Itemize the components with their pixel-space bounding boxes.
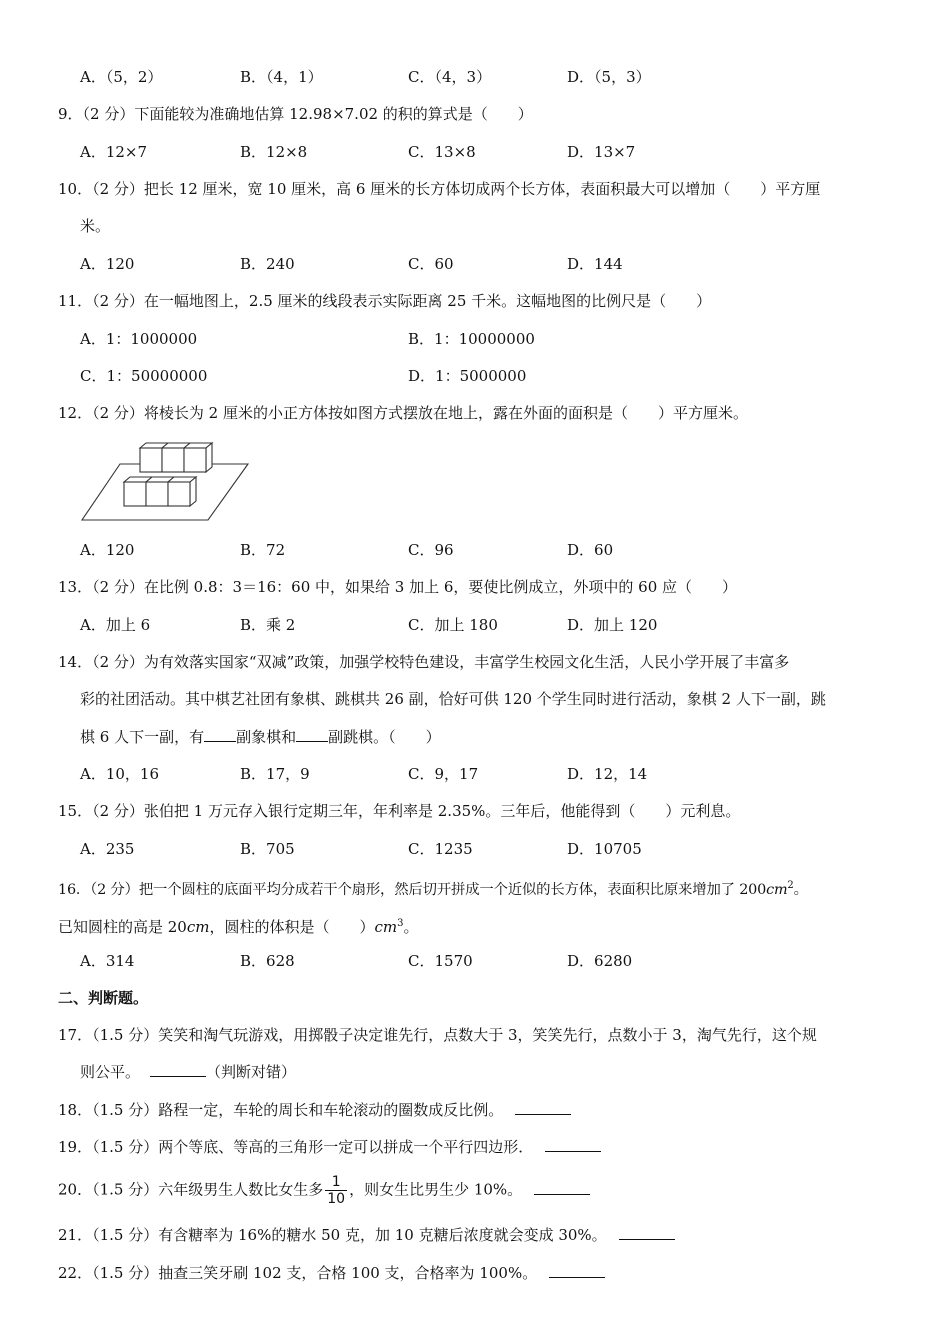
question-text: 路程一定，车轮的周长和车轮滚动的圈数成反比例。	[158, 1101, 504, 1119]
question-score: （2 分）	[92, 578, 144, 596]
question-13	[58, 577, 737, 597]
question-number: 9．	[58, 105, 83, 123]
question-number: 18．	[58, 1101, 93, 1119]
question-text: 把一个圆柱的底面平均分成若干个扇形，然后切开拼成一个近似的长方体，表面积比原来增加了 200	[138, 881, 767, 898]
cube-back-3	[184, 448, 206, 472]
question-9	[58, 104, 533, 124]
cube-figure	[80, 440, 252, 524]
question-score: （1.5 分）	[92, 1226, 159, 1244]
question-score: （2 分）	[92, 404, 144, 422]
question-text: 在一幅地图上，2.5 厘米的线段表示实际距离 25 千米。这幅地图的比例尺是（ ）	[143, 292, 712, 310]
q15-option-c: C．1235	[408, 840, 473, 858]
text-segment: 则公平。	[80, 1063, 141, 1081]
q14-option-a: A．10，16	[80, 765, 160, 783]
section-title: 二、判断题。	[58, 989, 149, 1007]
unit: cm	[766, 881, 788, 898]
question-22	[58, 1263, 605, 1283]
question-text: 两个等底、等高的三角形一定可以拼成一个平行四边形．	[158, 1138, 534, 1156]
question-score: （2 分）	[90, 881, 139, 898]
q12-option-c: C．96	[408, 541, 454, 559]
q14-option-d: D．12，14	[567, 765, 648, 783]
question-score: （1.5 分）	[92, 1101, 159, 1119]
q9-option-a: A．12×7	[80, 143, 148, 161]
question-number: 14．	[58, 653, 93, 671]
question-text: 抽查三笑牙刷 102 支，合格 100 支，合格率为 100%。	[158, 1264, 538, 1282]
q16-option-c: C．1570	[408, 952, 473, 970]
answer-blank[interactable]	[150, 1062, 206, 1077]
question-number: 19．	[58, 1138, 93, 1156]
cube-front-3	[168, 482, 190, 506]
q14-option-c: C．9，17	[408, 765, 479, 783]
q13-option-d: D．加上 120	[567, 616, 658, 634]
q9-option-b: B．12×8	[240, 143, 308, 161]
question-score: （1.5 分）	[92, 1138, 159, 1156]
text-segment: 棋 6 人下一副，有	[80, 728, 205, 746]
question-17	[58, 1025, 817, 1045]
question-17-line2	[80, 1062, 296, 1082]
question-text: 把长 12 厘米，宽 10 厘米，高 6 厘米的长方体切成两个长方体，表面积最大可以增加（ ）平方厘	[143, 180, 821, 198]
question-18	[58, 1100, 571, 1120]
superscript: 3	[397, 918, 404, 929]
question-text: 将棱长为 2 厘米的小正方体按如图方式摆放在地上，露在外面的面积是（ ）平方厘米。	[143, 404, 748, 422]
question-score: （2 分）	[92, 653, 144, 671]
answer-blank[interactable]	[619, 1225, 675, 1240]
q10-option-c: C．60	[408, 255, 454, 273]
question-number: 20．	[58, 1180, 93, 1199]
q13-option-a: A．加上 6	[80, 616, 151, 634]
q16-option-d: D．6280	[567, 952, 633, 970]
unit: cm	[374, 918, 398, 936]
question-21	[58, 1225, 675, 1245]
text-segment: 已知圆柱的高是 20	[58, 918, 187, 936]
text-segment: 。	[793, 881, 808, 898]
q15-option-d: D．10705	[567, 840, 642, 858]
q13-option-b: B．乘 2	[240, 616, 296, 634]
answer-blank[interactable]	[534, 1180, 590, 1195]
question-score: （2 分）	[92, 180, 144, 198]
question-20	[58, 1174, 590, 1207]
question-text: 为有效落实国家“双减”政策，加强学校特色建设，丰富学生校园文化生活，人民小学开展了丰富多	[143, 653, 790, 671]
q15-option-b: B．705	[240, 840, 295, 858]
text-segment: ，圆柱的体积是（ ）	[209, 918, 375, 936]
fraction-numerator: 1	[325, 1174, 347, 1191]
cube-back-2	[162, 448, 184, 472]
answer-blank[interactable]	[545, 1137, 601, 1152]
answer-blank[interactable]	[515, 1100, 571, 1115]
question-number: 11．	[58, 292, 93, 310]
question-10	[58, 179, 820, 199]
q11-option-c: C．1：50000000	[80, 367, 208, 385]
question-score: （2 分）	[92, 802, 144, 820]
q16-option-b: B．628	[240, 952, 295, 970]
unit: cm	[186, 918, 210, 936]
question-number: 15．	[58, 802, 93, 820]
question-15	[58, 801, 740, 821]
cube-front-2	[146, 482, 168, 506]
question-11	[58, 291, 711, 311]
text-segment: 。	[403, 918, 419, 936]
question-text: 下面能较为准确地估算 12.98×7.02 的积的算式是（ ）	[134, 105, 533, 123]
question-score: （2 分）	[82, 105, 135, 123]
question-number: 12．	[58, 404, 93, 422]
question-16-line2	[58, 914, 419, 937]
q14-option-b: B．17，9	[240, 765, 310, 783]
text-segment: （判断对错）	[206, 1063, 297, 1081]
q12-option-d: D．60	[567, 541, 614, 559]
q10-option-d: D．144	[567, 255, 623, 273]
text-segment: ，则女生比男生少 10%。	[349, 1180, 523, 1199]
q11-option-d: D．1：5000000	[408, 367, 527, 385]
q12-option-b: B．72	[240, 541, 286, 559]
cube-back-1	[140, 448, 162, 472]
q10-option-b: B．240	[240, 255, 295, 273]
q16-option-a: A．314	[80, 952, 135, 970]
question-10-line2: 米。	[80, 217, 111, 235]
q12-option-a: A．120	[80, 541, 135, 559]
fraction-denominator: 10	[327, 1191, 346, 1207]
q9-option-c: C．13×8	[408, 143, 476, 161]
question-12	[58, 403, 748, 423]
question-14-line3	[80, 727, 441, 747]
question-number: 22．	[58, 1264, 93, 1282]
question-score: （2 分）	[92, 292, 144, 310]
question-14-line2: 彩的社团活动。其中棋艺社团有象棋、跳棋共 26 副，恰好可供 120 个学生同时进行活动，象棋 2 人下一副，跳	[80, 690, 826, 708]
q10-option-a: A．120	[80, 255, 135, 273]
q9-option-d: D．13×7	[567, 143, 636, 161]
cube-front-1	[124, 482, 146, 506]
question-score: （1.5 分）	[92, 1026, 159, 1044]
question-text: 张伯把 1 万元存入银行定期三年，年利率是 2.35%。三年后，他能得到（ ）元利息。	[143, 802, 741, 820]
answer-blank[interactable]	[204, 727, 236, 742]
question-number: 17．	[58, 1026, 93, 1044]
question-14	[58, 652, 789, 672]
question-number: 16．	[58, 881, 91, 898]
question-19	[58, 1137, 601, 1157]
text-segment: 副跳棋。（ ）	[328, 728, 441, 746]
question-16	[58, 876, 808, 900]
fraction	[325, 1174, 347, 1207]
question-score: （1.5 分）	[92, 1264, 159, 1282]
q8-option-b: B．（4，1）	[240, 68, 323, 86]
question-text: 有含糖率为 16%的糖水 50 克，加 10 克糖后浓度就会变成 30%。	[158, 1226, 607, 1244]
answer-blank[interactable]	[549, 1263, 605, 1278]
text-segment: 副象棋和	[236, 728, 297, 746]
question-number: 10．	[58, 180, 93, 198]
q8-option-a: A．（5，2）	[80, 68, 163, 86]
answer-blank[interactable]	[296, 727, 328, 742]
question-text: 笑笑和淘气玩游戏，用掷骰子决定谁先行，点数大于 3，笑笑先行，点数小于 3，淘气先行，这个规	[158, 1026, 817, 1044]
q11-option-b: B．1：10000000	[408, 330, 535, 348]
question-text: 六年级男生人数比女生多	[158, 1180, 324, 1199]
question-score: （1.5 分）	[92, 1180, 159, 1199]
question-number: 21．	[58, 1226, 93, 1244]
question-text: 在比例 0.8：3＝16：60 中，如果给 3 加上 6，要使比例成立，外项中的 60 应（ ）	[143, 578, 738, 596]
q8-option-c: C．（4，3）	[408, 68, 492, 86]
q15-option-a: A．235	[80, 840, 135, 858]
q8-option-d: D．（5，3）	[567, 68, 651, 86]
q13-option-c: C．加上 180	[408, 616, 498, 634]
q11-option-a: A．1：1000000	[80, 330, 198, 348]
question-number: 13．	[58, 578, 93, 596]
superscript: 2	[787, 880, 794, 891]
